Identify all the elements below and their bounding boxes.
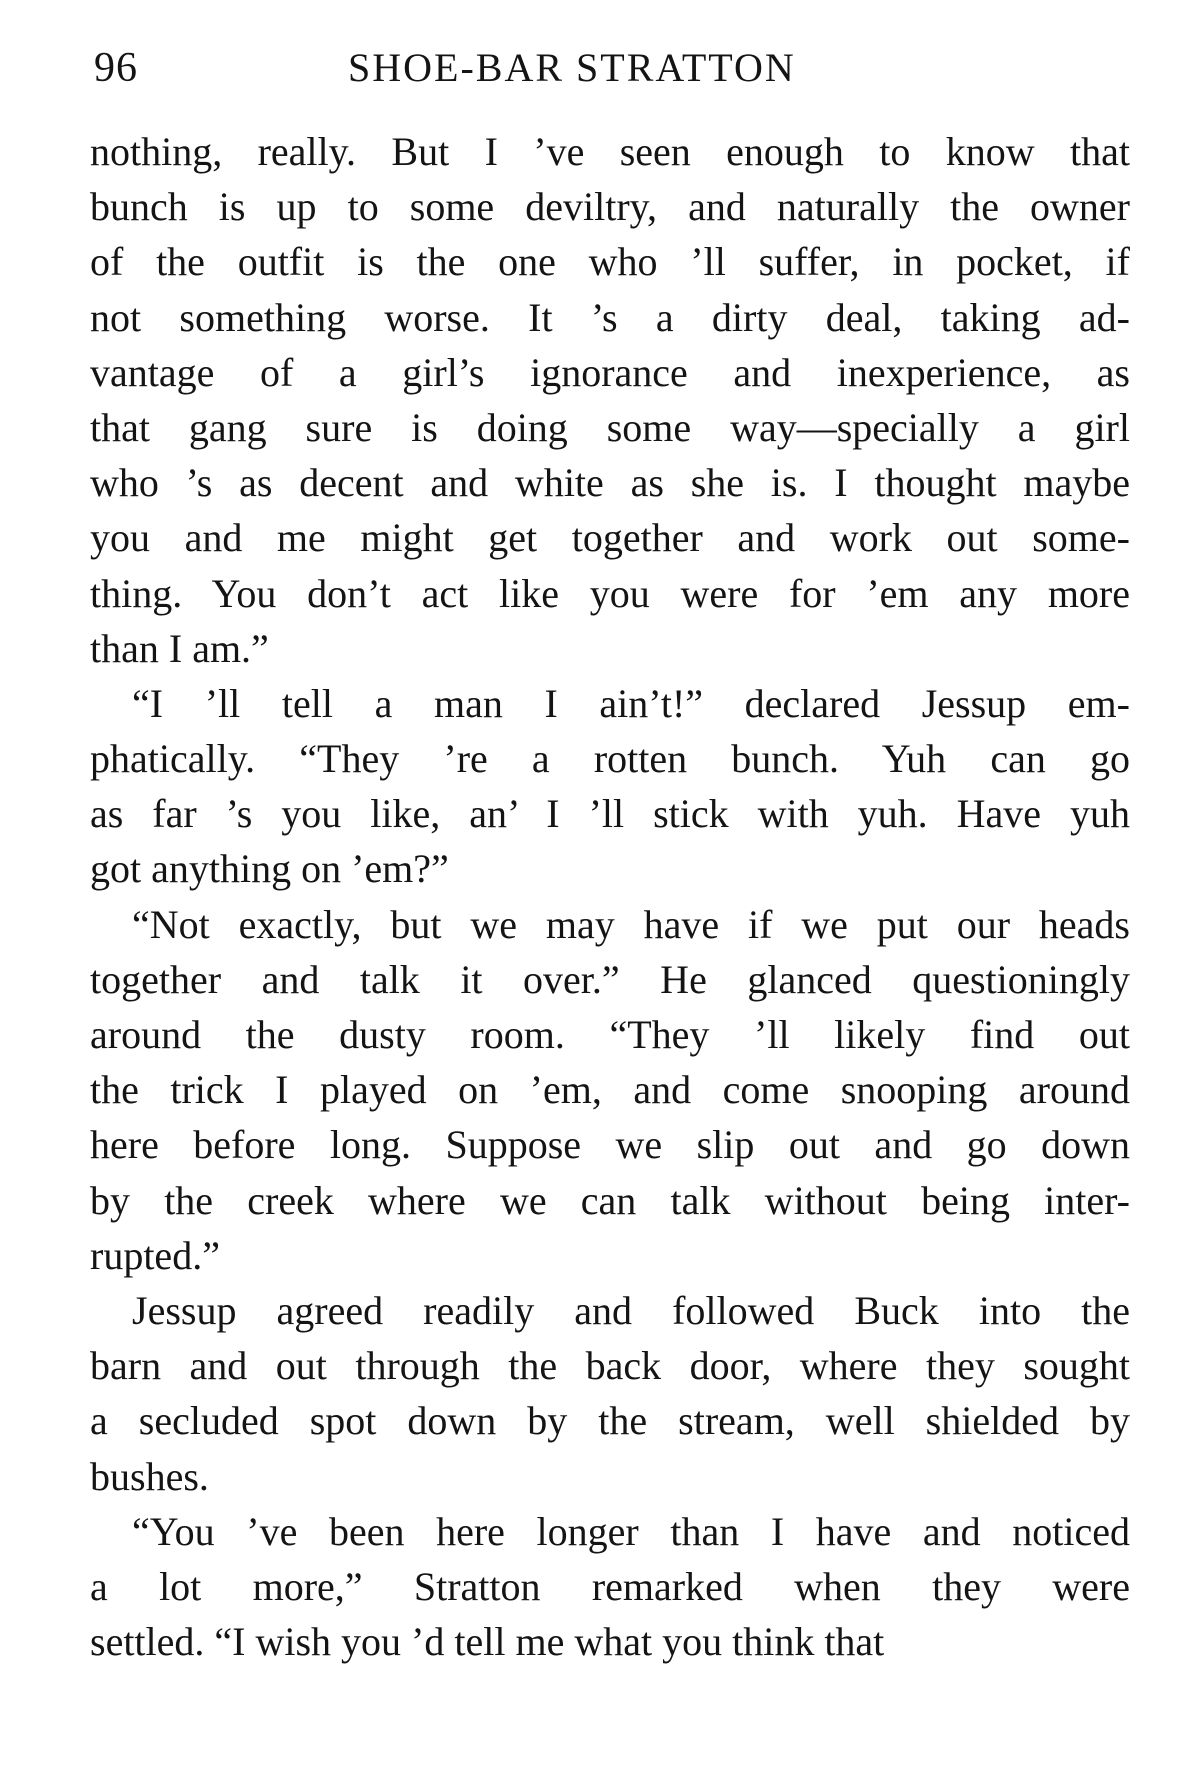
text-line: a secluded spot down by the stream, well shielded by [90,1398,1130,1444]
text-line: by the creek where we can talk without being inter- [90,1177,1130,1223]
text-line: settled. “I wish you ’d tell me what you think that [90,1619,885,1665]
paragraph [90,124,1130,676]
text-line: not something worse. It ’s a dirty deal, taking ad- [90,294,1130,340]
text-line: got anything on ’em?” [90,846,449,892]
running-title: SHOE-BAR STRATTON [348,45,796,90]
text-line: bunch is up to some deviltry, and naturally the owner [90,184,1130,230]
text-line: of the outfit is the one who ’ll suffer, in pocket, if [90,239,1130,285]
text-line: barn and out through the back door, where they sought [90,1343,1130,1389]
text-line: as far ’s you like, an’ I ’ll stick with yuh. Have yuh [90,791,1130,837]
text-line: than I am.” [90,625,269,671]
text-line: bushes. [90,1453,209,1499]
page-number: 96 [94,45,138,91]
text-line: who ’s as decent and white as she is. I thought maybe [90,460,1130,506]
text-line: “I ’ll tell a man I ain’t!” declared Jessup em- [132,680,1130,726]
text-line: together and talk it over.” He glanced questioningly [90,956,1130,1002]
text-line: that gang sure is doing some way—specially a girl [90,404,1130,450]
text-line: around the dusty room. “They ’ll likely find out [90,1012,1130,1057]
paragraph [90,676,1130,897]
text-line: “Not exactly, but we may have if we put our heads [132,901,1130,947]
text-line: rupted.” [90,1232,220,1278]
text-line: phatically. “They ’re a rotten bunch. Yuh can go [90,736,1130,782]
body-text [90,124,1130,1669]
text-line: vantage of a girl’s ignorance and inexperience, as [90,349,1130,395]
paragraph [90,897,1130,1283]
text-line: a lot more,” Stratton remarked when they were [90,1563,1130,1609]
text-line: you and me might get together and work out some- [90,515,1130,561]
page-header [90,44,1130,104]
text-line: thing. You don’t act like you were for ’em any more [90,570,1130,616]
paragraph [90,1504,1130,1670]
text-line: here before long. Suppose we slip out and go down [90,1122,1130,1168]
text-line: nothing, really. But I ’ve seen enough to know that [90,129,1130,174]
text-line: Jessup agreed readily and followed Buck into the [132,1287,1130,1333]
paragraph [90,1283,1130,1504]
text-line: the trick I played on ’em, and come snooping around [90,1067,1130,1113]
text-line: “You ’ve been here longer than I have and noticed [132,1508,1130,1554]
